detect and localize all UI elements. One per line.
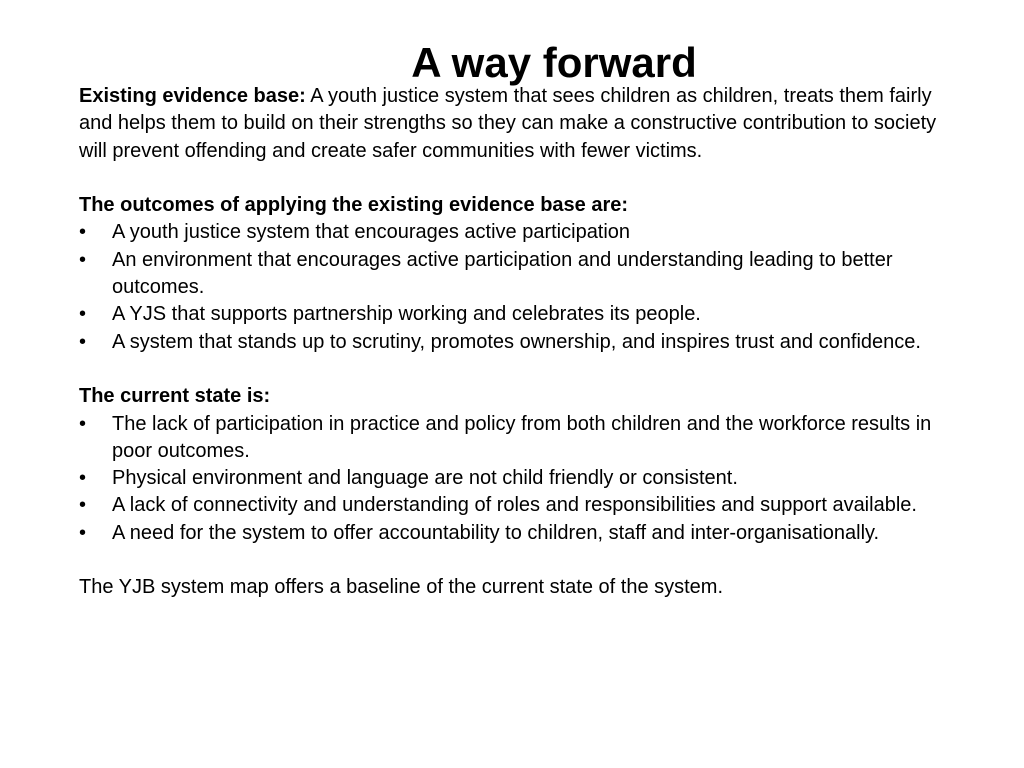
spacer xyxy=(79,356,959,383)
list-item xyxy=(79,411,959,466)
list-item xyxy=(79,301,959,328)
list-item xyxy=(79,329,959,356)
spacer xyxy=(79,547,959,574)
list-item-text: A youth justice system that encourages active participation xyxy=(112,221,631,244)
spacer xyxy=(79,165,959,192)
intro-text: A youth justice system that sees children as children, treats them fairly and helps them to build on their strengths so they can make a constructive contribution to society will prevent offending and create safer communities with fewer victims. xyxy=(79,85,937,162)
list-item-text: A lack of connectivity and understanding of roles and responsibilities and support available. xyxy=(112,494,917,517)
bullet-icon: • xyxy=(79,303,87,326)
list-item xyxy=(79,520,959,547)
list-item xyxy=(79,465,959,492)
slide-body xyxy=(79,83,959,602)
slide-title: A way forward xyxy=(411,39,697,86)
bullet-icon: • xyxy=(79,248,87,271)
bullet-icon: • xyxy=(79,221,87,244)
list-item-text: A need for the system to offer accountability to children, staff and inter-organisationally. xyxy=(112,521,880,544)
current-state-list xyxy=(79,411,959,547)
intro-label: Existing evidence base: xyxy=(79,85,306,107)
bullet-icon: • xyxy=(79,521,87,544)
list-item xyxy=(79,492,959,519)
bullet-icon: • xyxy=(79,330,87,353)
closing-paragraph: The YJB system map offers a baseline of the current state of the system. xyxy=(79,576,724,599)
outcomes-list xyxy=(79,219,959,355)
bullet-icon: • xyxy=(79,412,87,435)
bullet-icon: • xyxy=(79,494,87,517)
list-item-text: An environment that encourages active participation and understanding leading to better outcomes. xyxy=(112,248,893,299)
list-item-text: Physical environment and language are not child friendly or consistent. xyxy=(112,467,738,490)
bullet-icon: • xyxy=(79,467,87,490)
list-item-text: The lack of participation in practice and policy from both children and the workforce results in poor outcomes. xyxy=(112,412,932,462)
list-item xyxy=(79,247,959,302)
current-state-heading: The current state is: xyxy=(79,385,271,408)
outcomes-heading: The outcomes of applying the existing evidence base are: xyxy=(79,194,629,217)
list-item-text: A YJS that supports partnership working and celebrates its people. xyxy=(112,303,701,326)
list-item xyxy=(79,219,959,246)
intro-paragraph xyxy=(79,83,959,165)
list-item-text: A system that stands up to scrutiny, promotes ownership, and inspires trust and confidence. xyxy=(112,330,921,353)
